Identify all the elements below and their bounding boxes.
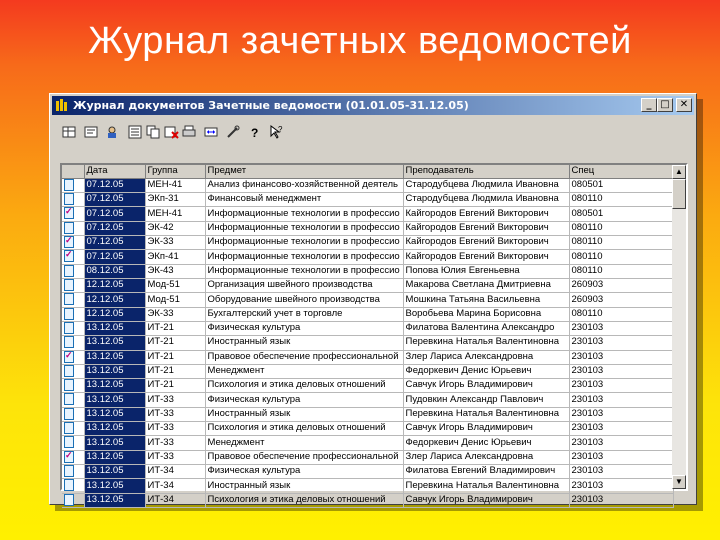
cell-subject: Информационные технологии в профессио [205,250,403,264]
table-row[interactable] [62,264,673,278]
cell-date: 13.12.05 [84,321,145,335]
row-doc-cell [62,278,84,292]
cell-subject: Информационные технологии в профессио [205,236,403,250]
cell-subject: Психология и этика деловых отношений [205,379,403,393]
cell-teacher: Пудовкин Александр Павлович [403,393,569,407]
document-icon [64,422,74,434]
cell-subject: Иностранный язык [205,407,403,421]
table-row[interactable] [62,293,673,307]
table-row[interactable] [62,193,673,207]
cell-group: ЭК-42 [145,221,205,235]
cell-group: Мод-51 [145,293,205,307]
edit-toolbar-button[interactable] [82,123,100,141]
cursor-help-toolbar-button[interactable] [268,123,286,141]
cell-subject: Правовое обеспечение профессиональной [205,450,403,464]
cell-group: ИТ-33 [145,436,205,450]
cell-date: 07.12.05 [84,250,145,264]
help-toolbar-button[interactable] [246,123,264,141]
tools-toolbar-button[interactable] [224,123,242,141]
row-doc-cell [62,379,84,393]
table-toolbar-button[interactable] [60,123,78,141]
row-doc-cell [62,493,84,507]
document-icon [64,308,74,320]
document-icon [64,479,74,491]
cell-group: ИТ-34 [145,493,205,507]
cell-spec: 230103 [569,422,673,436]
cell-teacher: Перевкина Наталья Валентиновна [403,479,569,493]
print-icon [181,124,197,140]
print-toolbar-button[interactable] [180,123,198,141]
table-row[interactable] [62,379,673,393]
cell-teacher: Савчук Игорь Владимирович [403,379,569,393]
cell-group: ИТ-21 [145,350,205,364]
row-doc-cell [62,336,84,350]
range-icon [203,124,219,140]
cell-spec: 230103 [569,336,673,350]
row-doc-cell [62,236,84,250]
cell-subject: Психология и этика деловых отношений [205,493,403,507]
table-row[interactable] [62,465,673,479]
cell-subject: Анализ финансово-хозяйственной деятель [205,178,403,192]
cell-date: 13.12.05 [84,379,145,393]
journal-app-icon [55,98,69,112]
window-title: Журнал документов Зачетные ведомости (01.01.05-31.12.05) [73,99,469,112]
cell-date: 13.12.05 [84,436,145,450]
document-icon [64,222,74,234]
documents-grid[interactable] [60,163,688,505]
table-row[interactable] [62,350,673,364]
row-doc-cell [62,422,84,436]
document-icon [64,365,74,377]
delete-toolbar-button[interactable] [162,123,180,141]
cell-date: 13.12.05 [84,450,145,464]
cell-teacher: Федоркевич Денис Юрьевич [403,364,569,378]
close-button[interactable]: ✕ [676,98,692,112]
cell-date: 12.12.05 [84,307,145,321]
cell-date: 07.12.05 [84,178,145,192]
cell-date: 13.12.05 [84,465,145,479]
row-doc-cell [62,350,84,364]
cell-subject: Менеджмент [205,364,403,378]
cell-group: ИТ-34 [145,465,205,479]
checked-document-icon [64,351,74,363]
cell-date: 13.12.05 [84,479,145,493]
table-row[interactable] [62,493,673,507]
cell-group: ИТ-21 [145,364,205,378]
checked-document-icon [64,207,74,219]
row-doc-cell [62,364,84,378]
cell-subject: Бухгалтерский учет в торговле [205,307,403,321]
delete-icon [163,124,179,140]
table-row[interactable] [62,207,673,221]
cell-teacher: Попова Юлия Евгеньевна [403,264,569,278]
cell-subject: Менеджмент [205,436,403,450]
cell-spec: 230103 [569,364,673,378]
table-row[interactable] [62,364,673,378]
cell-subject: Иностранный язык [205,479,403,493]
col-header-teacher[interactable]: Преподаватель [403,165,569,178]
search-person-toolbar-button[interactable] [104,123,122,141]
search-person-icon [105,124,121,140]
scroll-down-arrow-icon[interactable]: ▼ [672,475,686,489]
table-header-row [62,165,673,178]
tools-icon [225,124,241,140]
cell-group: ЭКп-31 [145,193,205,207]
scroll-thumb[interactable] [672,179,686,209]
cell-teacher: Злер Лариса Александровна [403,350,569,364]
row-doc-cell [62,450,84,464]
cell-subject: Правовое обеспечение профессиональной [205,350,403,364]
document-icon [64,322,74,334]
cell-subject: Информационные технологии в профессио [205,207,403,221]
documents-table [62,165,674,508]
cell-group: ИТ-21 [145,379,205,393]
col-header-date[interactable]: Дата [84,165,145,178]
document-icon [64,465,74,477]
row-doc-cell [62,293,84,307]
cell-spec: 230103 [569,465,673,479]
cell-teacher: Макарова Светлана Дмитриевна [403,278,569,292]
cell-date: 13.12.05 [84,350,145,364]
cell-group: ЭК-33 [145,236,205,250]
cell-date: 13.12.05 [84,407,145,421]
cell-subject: Информационные технологии в профессио [205,264,403,278]
maximize-button[interactable]: □ [657,98,673,112]
row-doc-cell [62,407,84,421]
document-icon [64,179,74,191]
cell-group: ЭК-33 [145,307,205,321]
cell-teacher: Кайгородов Евгений Викторович [403,221,569,235]
cell-subject: Оборудование швейного производства [205,293,403,307]
table-row[interactable] [62,436,673,450]
table-row[interactable] [62,307,673,321]
cell-spec: 080501 [569,178,673,192]
cell-spec: 080110 [569,221,673,235]
cell-spec: 230103 [569,393,673,407]
checked-document-icon [64,451,74,463]
row-doc-cell [62,307,84,321]
row-doc-cell [62,207,84,221]
document-icon [64,336,74,348]
cell-date: 12.12.05 [84,278,145,292]
row-doc-cell [62,178,84,192]
document-icon [64,408,74,420]
cell-date: 07.12.05 [84,207,145,221]
cell-date: 13.12.05 [84,493,145,507]
table-row[interactable] [62,178,673,192]
cell-spec: 080110 [569,264,673,278]
cell-group: ИТ-21 [145,321,205,335]
cell-group: МЕН-41 [145,207,205,221]
cell-teacher: Стародубцева Людмила Ивановна [403,178,569,192]
table-row[interactable] [62,479,673,493]
col-header-icon [62,165,84,178]
cell-subject: Физическая культура [205,393,403,407]
row-doc-cell [62,193,84,207]
cell-spec: 230103 [569,407,673,421]
table-icon [61,124,77,140]
row-doc-cell [62,465,84,479]
cell-spec: 080110 [569,193,673,207]
cell-date: 12.12.05 [84,293,145,307]
cell-group: Мод-51 [145,278,205,292]
cell-subject: Иностранный язык [205,336,403,350]
row-doc-cell [62,264,84,278]
list-toolbar-button[interactable] [126,123,144,141]
cell-subject: Физическая культура [205,321,403,335]
row-doc-cell [62,479,84,493]
cell-teacher: Мошкина Татьяна Васильевна [403,293,569,307]
cell-teacher: Кайгородов Евгений Викторович [403,207,569,221]
svg-text:?: ? [278,125,283,134]
cell-teacher: Злер Лариса Александровна [403,450,569,464]
cell-group: ИТ-34 [145,479,205,493]
cell-spec: 230103 [569,379,673,393]
window-titlebar[interactable] [52,96,694,115]
cell-spec: 230103 [569,350,673,364]
cell-date: 13.12.05 [84,336,145,350]
document-icon [64,436,74,448]
document-icon [64,279,74,291]
cell-group: ИТ-33 [145,407,205,421]
cell-date: 08.12.05 [84,264,145,278]
cell-teacher: Воробьева Марина Борисовна [403,307,569,321]
cell-teacher: Кайгородов Евгений Викторович [403,250,569,264]
row-doc-cell [62,321,84,335]
cell-teacher: Филатова Евгений Владимирович [403,465,569,479]
cell-date: 07.12.05 [84,193,145,207]
svg-text:?: ? [251,126,259,140]
table-row[interactable] [62,422,673,436]
table-row[interactable] [62,336,673,350]
scroll-up-arrow-icon[interactable]: ▲ [672,165,686,179]
document-icon [64,193,74,205]
range-toolbar-button[interactable] [202,123,220,141]
cell-subject: Физическая культура [205,465,403,479]
row-doc-cell [62,250,84,264]
cell-spec: 230103 [569,493,673,507]
cell-group: ИТ-33 [145,450,205,464]
table-row[interactable] [62,321,673,335]
cell-group: ИТ-33 [145,393,205,407]
col-header-subject[interactable]: Предмет [205,165,403,178]
table-row[interactable] [62,393,673,407]
cell-subject: Информационные технологии в профессио [205,221,403,235]
cell-spec: 080110 [569,236,673,250]
cell-teacher: Федоркевич Денис Юрьевич [403,436,569,450]
document-icon [64,293,74,305]
checked-document-icon [64,236,74,248]
cell-spec: 260903 [569,293,673,307]
cell-date: 13.12.05 [84,422,145,436]
cell-date: 07.12.05 [84,236,145,250]
document-icon [64,494,74,506]
cell-spec: 260903 [569,278,673,292]
copy-toolbar-button[interactable] [144,123,162,141]
cell-teacher: Савчук Игорь Владимирович [403,422,569,436]
help-icon [247,124,263,140]
table-row[interactable] [62,407,673,421]
slide-title: Журнал зачетных ведомостей [88,20,632,62]
cell-teacher: Стародубцева Людмила Ивановна [403,193,569,207]
document-icon [64,379,74,391]
vertical-scrollbar[interactable] [672,165,686,489]
cell-teacher: Филатова Валентина Александро [403,321,569,335]
cell-date: 13.12.05 [84,393,145,407]
cell-spec: 230103 [569,450,673,464]
cell-spec: 230103 [569,321,673,335]
table-row[interactable] [62,236,673,250]
cell-group: МЕН-41 [145,178,205,192]
cell-date: 13.12.05 [84,364,145,378]
table-row[interactable] [62,250,673,264]
cell-spec: 230103 [569,436,673,450]
cell-subject: Психология и этика деловых отношений [205,422,403,436]
row-doc-cell [62,393,84,407]
cell-spec: 080110 [569,250,673,264]
list-icon [127,124,143,140]
table-row[interactable] [62,278,673,292]
table-row[interactable] [62,450,673,464]
checked-document-icon [64,250,74,262]
cell-group: ИТ-33 [145,422,205,436]
cell-date: 07.12.05 [84,221,145,235]
cell-teacher: Перевкина Наталья Валентиновна [403,407,569,421]
toolbar [60,123,686,143]
cell-subject: Финансовый менеджмент [205,193,403,207]
row-doc-cell [62,221,84,235]
cell-group: ЭКп-41 [145,250,205,264]
cell-spec: 080110 [569,307,673,321]
document-icon [64,393,74,405]
col-header-spec[interactable]: Спец [569,165,673,178]
cursor-help-icon [269,124,285,140]
edit-icon [83,124,99,140]
cell-teacher: Савчук Игорь Владимирович [403,493,569,507]
cell-spec: 080501 [569,207,673,221]
col-header-group[interactable]: Группа [145,165,205,178]
cell-group: ИТ-21 [145,336,205,350]
copy-icon [145,124,161,140]
document-icon [64,265,74,277]
table-row[interactable] [62,221,673,235]
cell-subject: Организация швейного производства [205,278,403,292]
cell-spec: 230103 [569,479,673,493]
cell-teacher: Перевкина Наталья Валентиновна [403,336,569,350]
cell-group: ЭК-43 [145,264,205,278]
cell-teacher: Кайгородов Евгений Викторович [403,236,569,250]
journal-window [49,93,697,505]
row-doc-cell [62,436,84,450]
minimize-button[interactable]: _ [641,98,657,112]
